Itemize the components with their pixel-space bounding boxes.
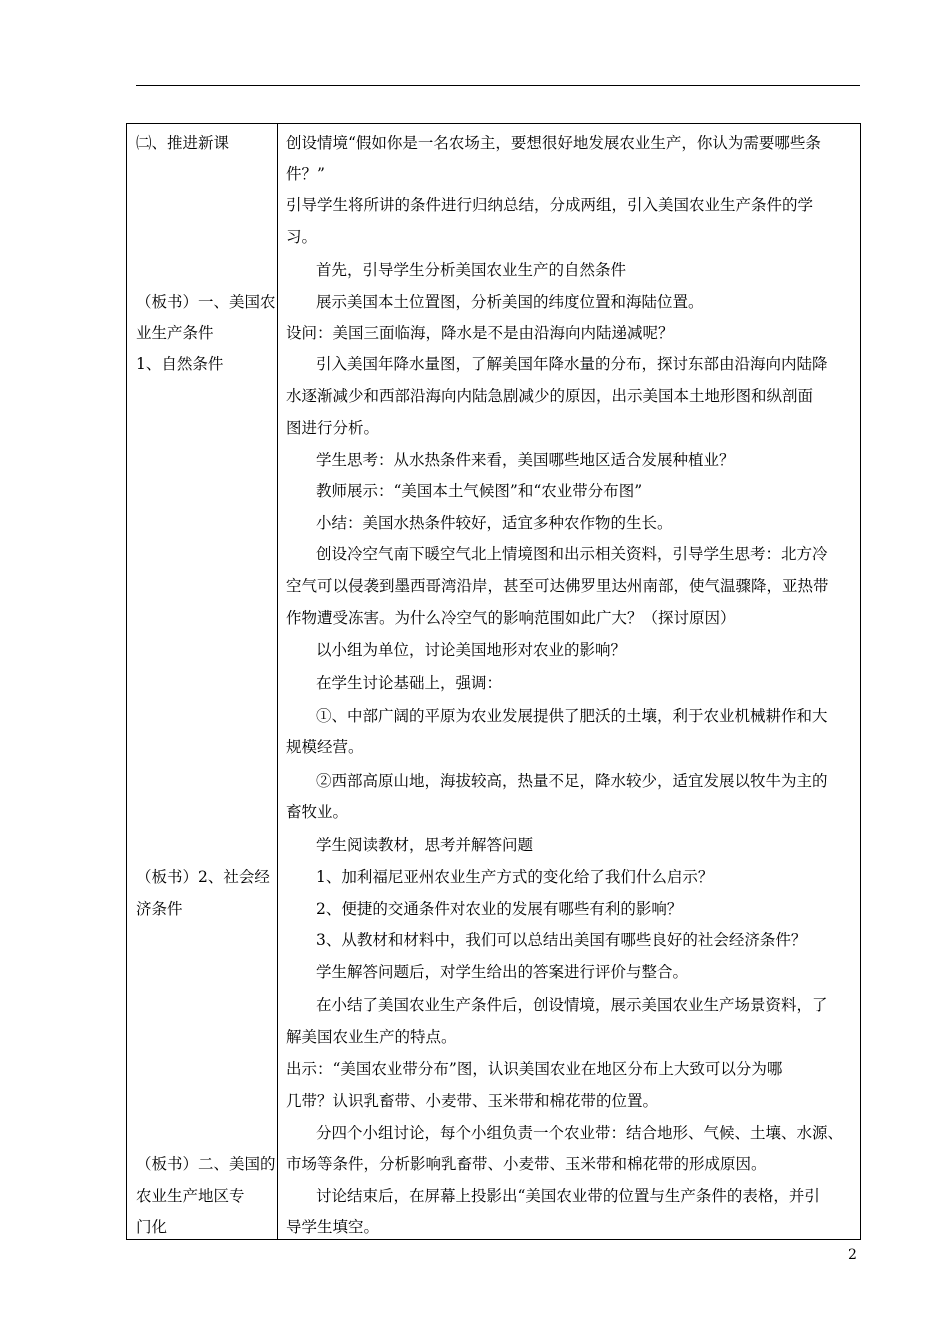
paragraph-line: 空气可以侵袭到墨西哥湾沿岸，甚至可达佛罗里达州南部，使气温骤降，亚热带 [286,577,829,595]
board-note-natural-conditions: 1、自然条件 [136,355,224,373]
paragraph-line: 引入美国年降水量图，了解美国年降水量的分布，探讨东部由沿海向内陆降 [316,355,828,373]
paragraph-line: 水逐渐减少和西部沿海向内陆急剧减少的原因，出示美国本土地形图和纵剖面 [286,387,814,405]
board-note-3-line1: （板书）二、美国的 [136,1155,276,1173]
paragraph-line: 出示：“美国农业带分布”图，认识美国农业在地区分布上大致可以分为哪 [286,1060,783,1078]
paragraph-line: 在小结了美国农业生产条件后，创设情境，展示美国农业生产场景资料，了 [316,996,828,1014]
section-heading-new-lesson: ㈡、推进新课 [136,134,230,152]
paragraph-line: 分四个小组讨论，每个小组负责一个农业带：结合地形、气候、土壤、水源、 [316,1124,844,1142]
board-note-2-line2: 济条件 [136,900,183,918]
paragraph-line: 作物遭受冻害。为什么冷空气的影响范围如此广大？（探讨原因） [286,609,736,627]
paragraph-line: 习。 [286,228,318,246]
board-note-2-line1: （板书）2、社会经 [136,868,270,886]
paragraph-line: ②西部高原山地，海拔较高，热量不足，降水较少，适宜发展以牧牛为主的 [316,772,828,790]
paragraph-line: 设问：美国三面临海，降水是不是由沿海向内陆递减呢？ [286,324,674,342]
paragraph-line: 学生阅读教材，思考并解答问题 [316,836,534,854]
paragraph-line: 以小组为单位，讨论美国地形对农业的影响？ [316,641,627,659]
paragraph-line: 解美国农业生产的特点。 [286,1028,457,1046]
paragraph-line: 在学生讨论基础上，强调： [316,674,503,692]
paragraph-line: 创设冷空气南下暖空气北上情境图和出示相关资料，引导学生思考：北方冷 [316,545,828,563]
board-note-3-line3: 门化 [136,1218,168,1236]
paragraph-line: 引导学生将所讲的条件进行归纳总结，分成两组，引入美国农业生产条件的学 [286,196,814,214]
paragraph-line: 导学生填空。 [286,1218,380,1236]
board-note-1-line1: （板书）一、美国农 [136,293,276,311]
paragraph-line: 3、从教材和材料中，我们可以总结出美国有哪些良好的社会经济条件？ [316,931,807,949]
teaching-process-column [278,124,860,1239]
paragraph-line: 首先，引导学生分析美国农业生产的自然条件 [316,261,627,279]
page-number: 2 [848,1247,857,1263]
paragraph-line: 2、便捷的交通条件对农业的发展有哪些有利的影响？ [316,900,683,918]
paragraph-line: 畜牧业。 [286,803,349,821]
paragraph-line: 规模经营。 [286,738,364,756]
paragraph-line: 创设情境“假如你是一名农场主，要想很好地发展农业生产，你认为需要哪些条 [286,134,821,152]
paragraph-line: 件？” [286,165,325,183]
paragraph-line: 学生思考：从水热条件来看，美国哪些地区适合发展种植业？ [316,451,735,469]
paragraph-line: 小结：美国水热条件较好，适宜多种农作物的生长。 [316,514,673,532]
paragraph-line: 1、加利福尼亚州农业生产方式的变化给了我们什么启示？ [316,868,714,886]
paragraph-line: 几带？认识乳畜带、小麦带、玉米带和棉花带的位置。 [286,1092,659,1110]
board-note-3-line2: 农业生产地区专 [136,1187,245,1205]
paragraph-line: 展示美国本土位置图，分析美国的纬度位置和海陆位置。 [316,293,704,311]
lesson-plan-table [126,123,861,1240]
paragraph-line: 讨论结束后，在屏幕上投影出“美国农业带的位置与生产条件的表格，并引 [316,1187,820,1205]
paragraph-line: 图进行分析。 [286,419,380,437]
paragraph-line: 教师展示：“美国本土气候图”和“农业带分布图” [316,482,643,500]
header-rule [136,85,860,86]
outline-column [127,124,277,1239]
paragraph-line: 学生解答问题后，对学生给出的答案进行评价与整合。 [316,963,689,981]
paragraph-line: 市场等条件，分析影响乳畜带、小麦带、玉米带和棉花带的形成原因。 [286,1155,767,1173]
paragraph-line: ①、中部广阔的平原为农业发展提供了肥沃的土壤，利于农业机械耕作和大 [316,707,828,725]
board-note-1-line2: 业生产条件 [136,324,214,342]
